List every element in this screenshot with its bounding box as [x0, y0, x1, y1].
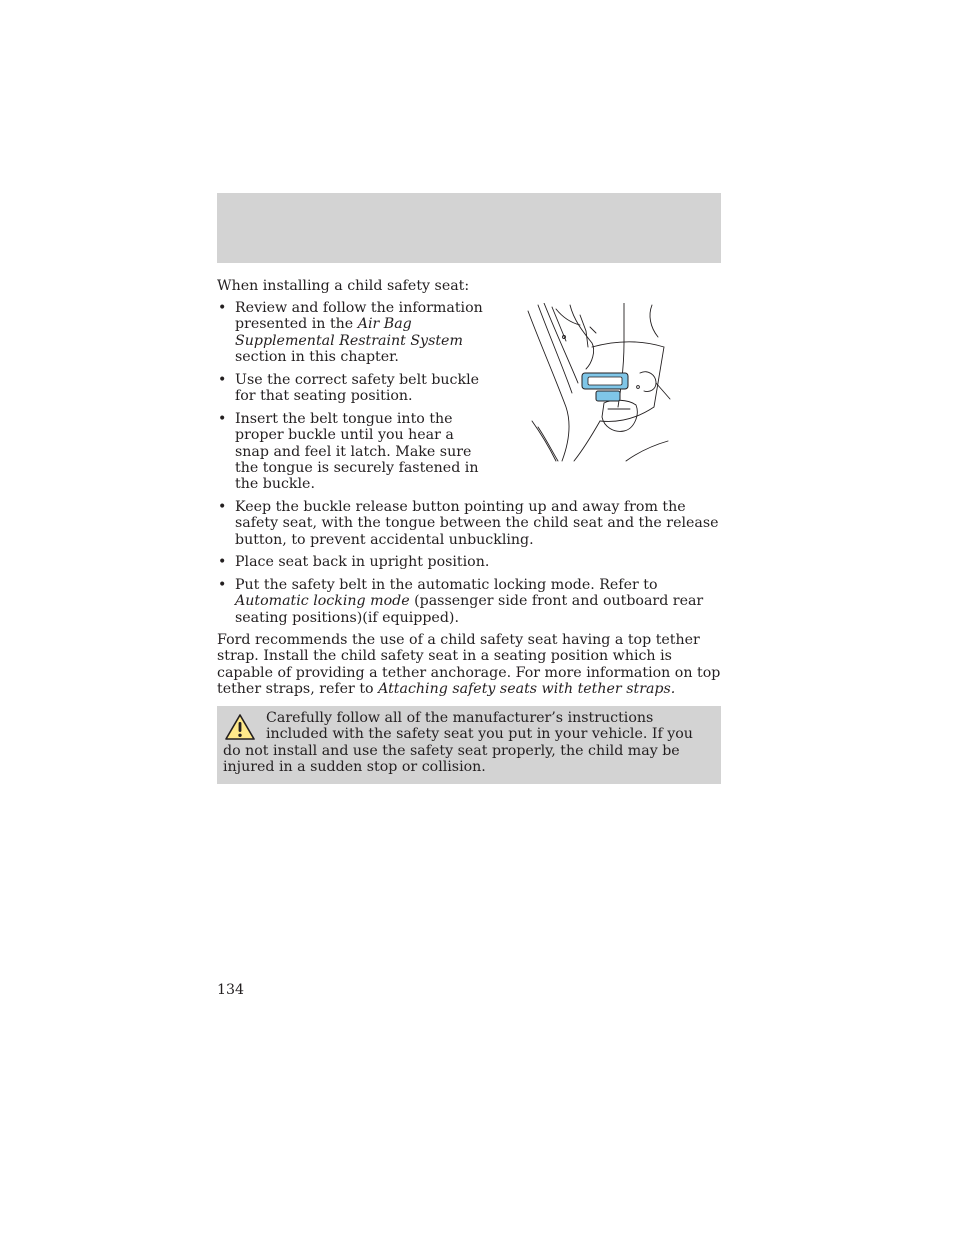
bullet-text: section in this chapter.	[235, 348, 399, 365]
bullet-text: Insert the belt tongue into the proper buckle until you hear a snap and feel it latch. Make sure the tongue is securely fastened in the buckle.	[235, 411, 479, 493]
bullet-text: Use the correct safety belt buckle for that seating position.	[235, 372, 480, 405]
bullet-item-5	[217, 554, 721, 570]
bullet-text: (passenger side front and outboard rear seating positions)(if equipped).	[235, 593, 704, 626]
warning-box	[217, 706, 721, 784]
paragraph-text: Ford recommends the use of a child safety seat having a top tether strap. Install the child safety seat in a seating position which is capable of providing a tether anchorage. For more information on top tether straps, refer to	[217, 632, 721, 697]
bullet-item-1	[217, 300, 487, 365]
bullet-dot: •	[218, 554, 227, 570]
bullet-dot: •	[218, 499, 227, 515]
section-header-band	[217, 193, 721, 263]
tether-paragraph	[217, 632, 722, 697]
page-number: 134	[217, 982, 245, 998]
bullet-text: Review and follow the information presented in the	[235, 300, 483, 333]
bullet-text-emphasis: Air Bag Supplemental Restraint System	[235, 316, 463, 349]
paragraph-link-text: Attaching safety seats with tether straps.	[378, 680, 676, 697]
bullet-item-4	[217, 499, 721, 548]
bullet-dot: •	[218, 300, 227, 316]
bullet-text: Keep the buckle release button pointing up and away from the safety seat, with the tongue between the child seat and the release button, to prevent accidental unbuckling.	[235, 499, 719, 548]
bullet-text: Place seat back in upright position.	[235, 554, 490, 570]
bullet-item-3	[217, 411, 487, 492]
intro-text: When installing a child safety seat:	[217, 278, 470, 294]
bullet-dot: •	[218, 411, 227, 427]
bullet-text: Put the safety belt in the automatic locking mode. Refer to	[235, 577, 658, 593]
warning-text: Carefully follow all of the manufacturer’s instructions included with the safety seat you put in your vehicle. If you do not install and use the safety seat properly, the child may be injured in a sudden stop or collision.	[223, 710, 693, 775]
seat-belt-buckle-illustration	[526, 303, 676, 463]
bullet-item-6	[217, 577, 721, 626]
bullet-item-2	[217, 372, 487, 405]
bullet-dot: •	[218, 372, 227, 388]
warning-text-block	[223, 710, 715, 775]
bullet-text-emphasis: Automatic locking mode	[235, 593, 410, 610]
icon-spacer	[223, 710, 266, 740]
bullet-dot: •	[218, 577, 227, 593]
